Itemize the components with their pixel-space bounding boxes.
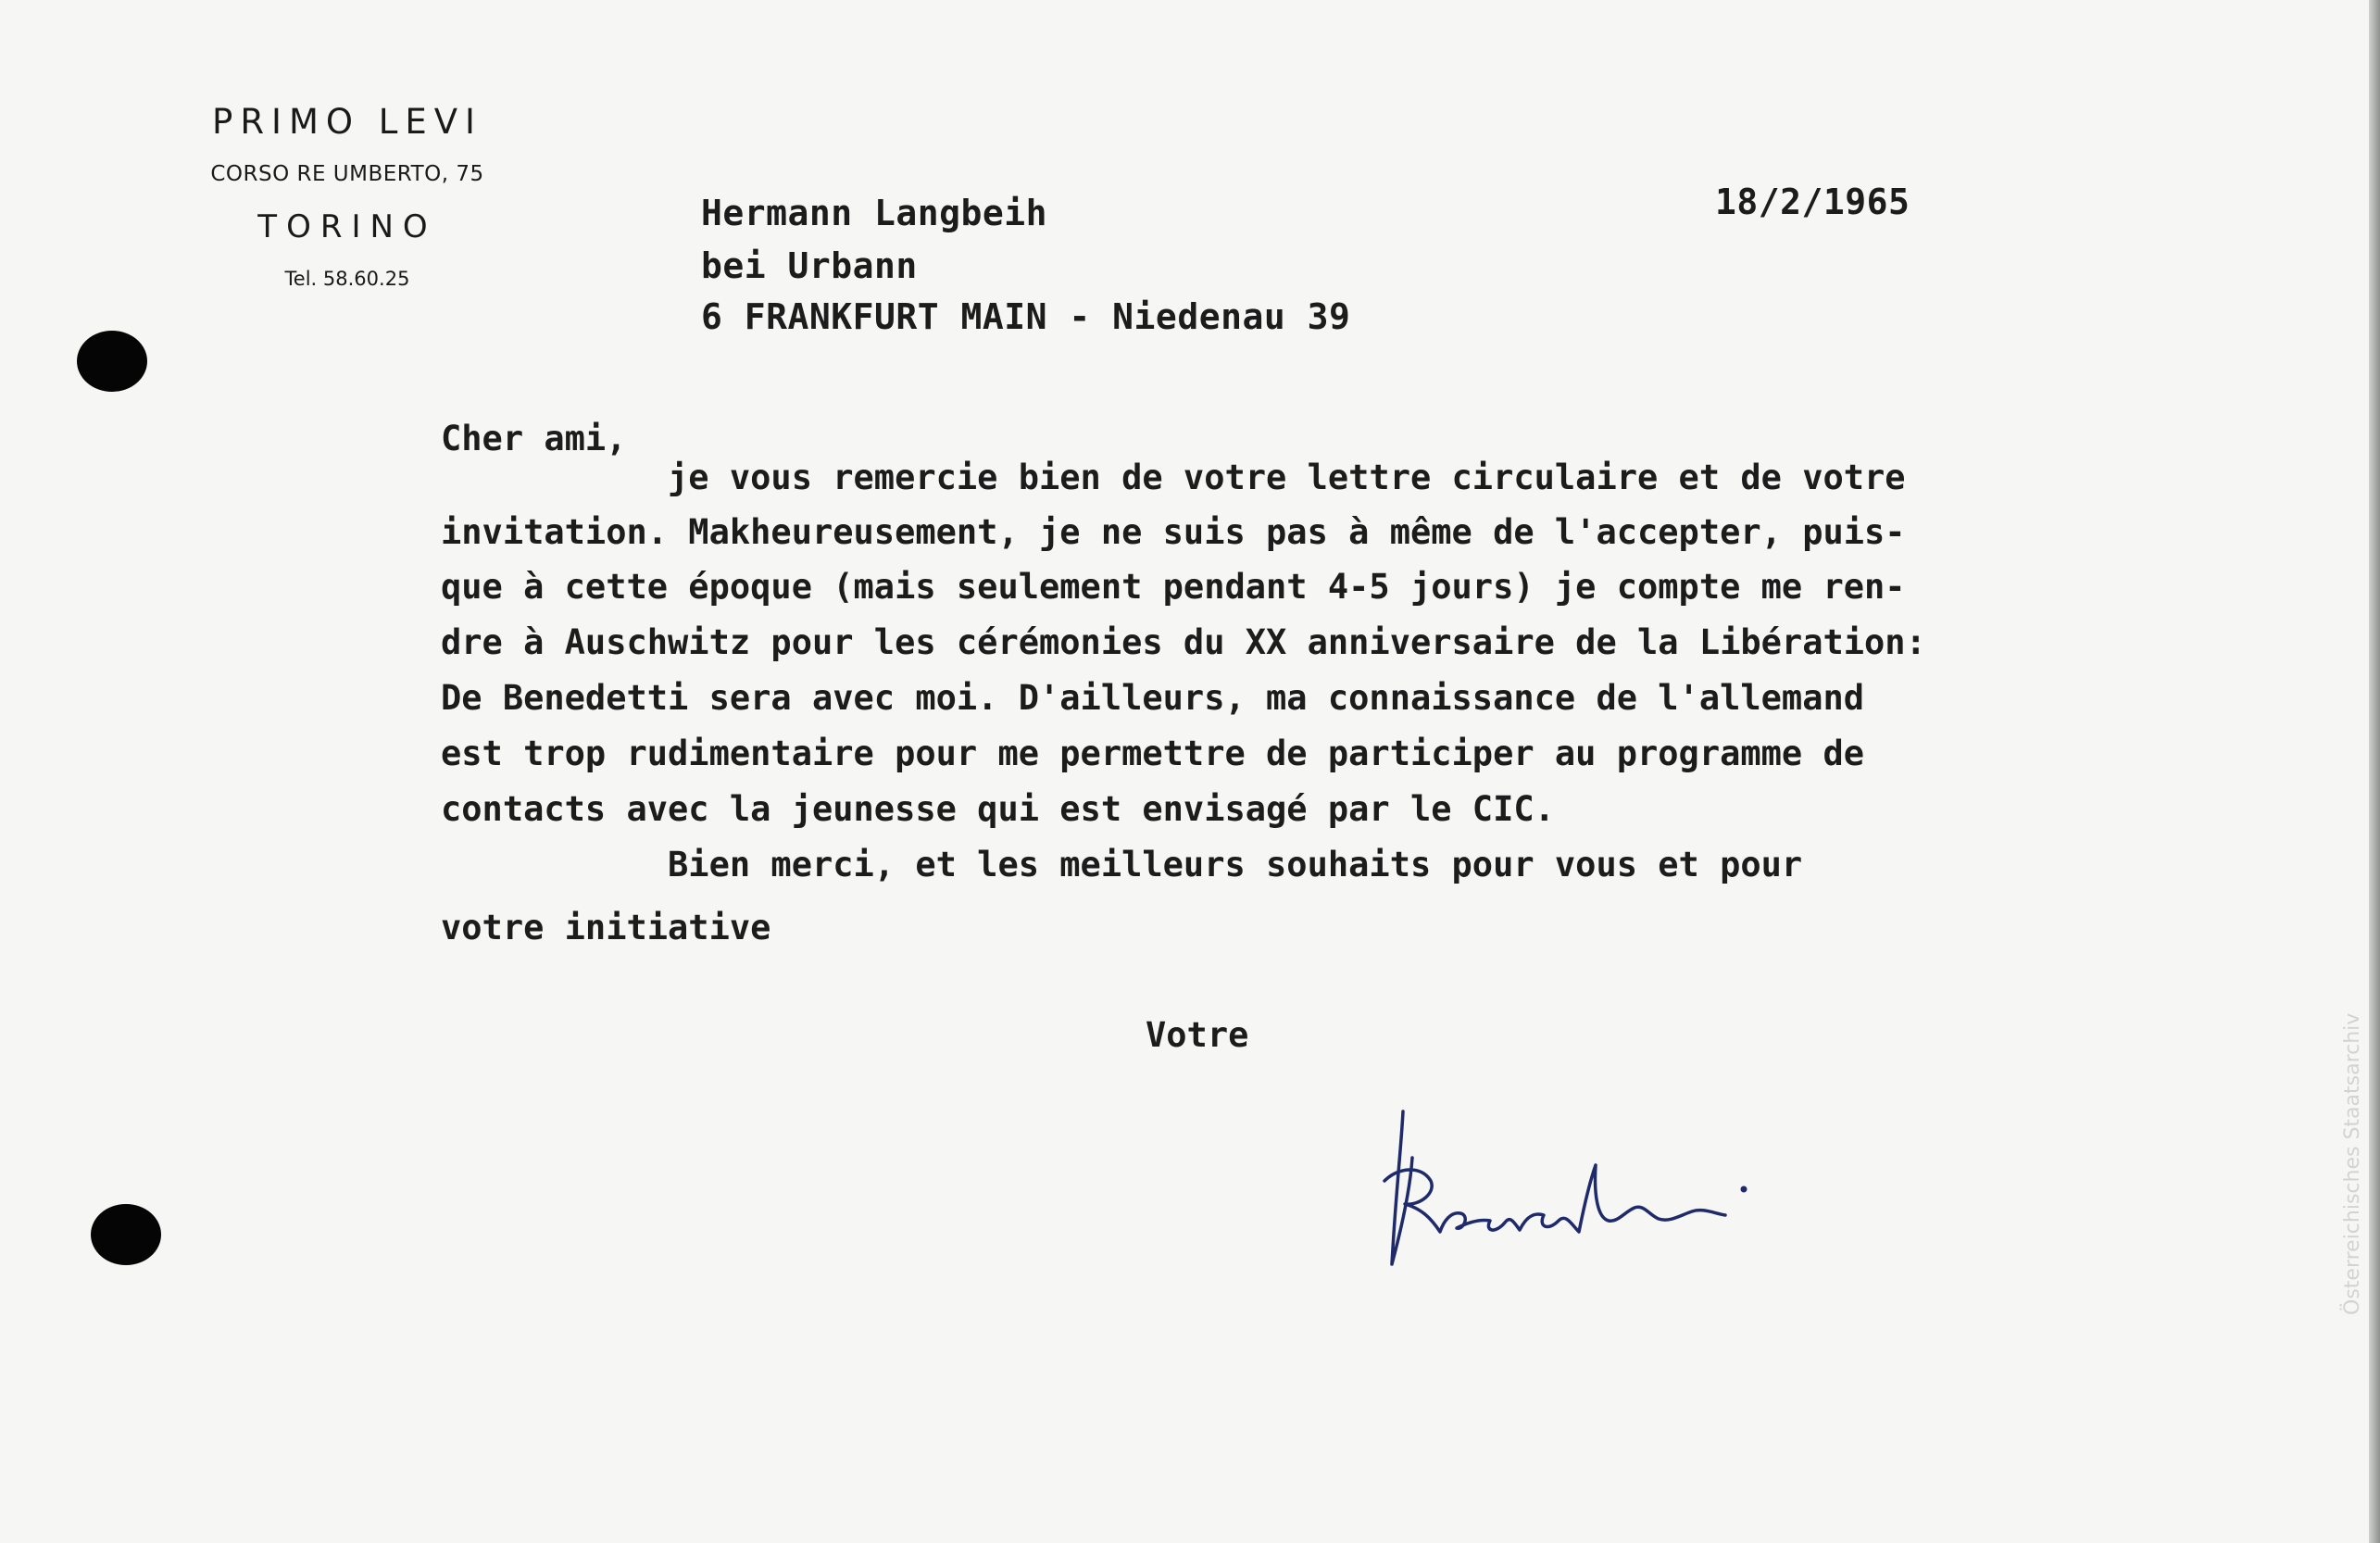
- recipient-name: Hermann Langbeih: [701, 193, 1048, 233]
- handwritten-signature: [1375, 1093, 1764, 1278]
- body-line: que à cette époque (mais seulement pendant 4-5 jours) je compte me ren-: [441, 567, 1906, 607]
- recipient-care-of: bei Urbann: [701, 245, 918, 286]
- body-line: contacts avec la jeunesse qui est envisagé par le CIC.: [441, 789, 1555, 829]
- paper-edge: [2369, 0, 2380, 1543]
- letterhead-phone: Tel. 58.60.25: [284, 268, 410, 290]
- body-line: votre initiative: [441, 908, 771, 947]
- archive-stamp: Österreichisches Staatsarchiv: [2341, 1012, 2364, 1315]
- letterhead: [171, 102, 523, 290]
- letterhead-city: TORINO: [257, 208, 437, 245]
- body-line: est trop rudimentaire pour me permettre de participer au programme de: [441, 734, 1865, 773]
- body-line: je vous remercie bien de votre lettre circulaire et de votre: [441, 458, 1906, 497]
- closing: Votre: [1146, 1015, 1249, 1055]
- body-line: invitation. Makheureusement, je ne suis pas à même de l'accepter, puis-: [441, 512, 1906, 552]
- recipient-address: 6 FRANKFURT MAIN - Niedenau 39: [701, 296, 1351, 337]
- letterhead-name: PRIMO LEVI: [212, 102, 482, 142]
- body-line: dre à Auschwitz pour les cérémonies du XX anniversaire de la Libération:: [441, 622, 1926, 662]
- punch-hole-top: [77, 331, 147, 392]
- body-line: Bien merci, et les meilleurs souhaits pour vous et pour: [441, 845, 1803, 884]
- letter-date: 18/2/1965: [1715, 182, 1910, 222]
- letterhead-street: CORSO RE UMBERTO, 75: [210, 162, 484, 186]
- salutation: Cher ami,: [441, 419, 627, 458]
- punch-hole-bottom: [91, 1204, 161, 1265]
- body-line: De Benedetti sera avec moi. D'ailleurs, ma connaissance de l'allemand: [441, 678, 1865, 718]
